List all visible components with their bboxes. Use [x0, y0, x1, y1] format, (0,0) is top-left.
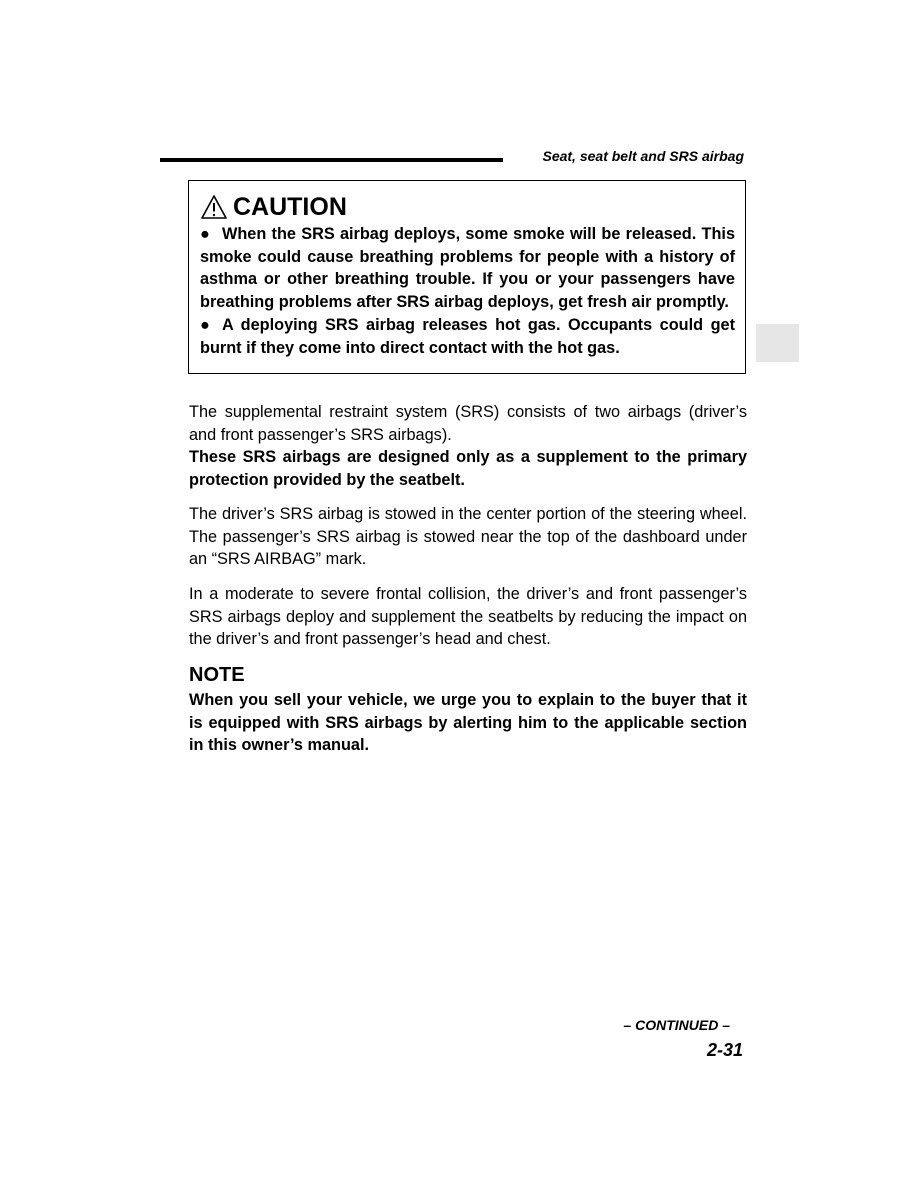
stowage-section: [189, 503, 747, 571]
note-section: [189, 663, 747, 757]
bullet-dot: ●: [200, 225, 210, 243]
stowage-paragraph: The driver’s SRS airbag is stowed in the center portion of the steering wheel. The passenger’s SRS airbag is stowed near the top of the dashboard under an “SRS AIRBAG” mark.: [189, 505, 747, 569]
collision-section: [189, 583, 747, 651]
bullet-dot: ●: [200, 315, 210, 334]
warning-triangle-icon: [200, 194, 228, 220]
collision-paragraph: In a moderate to severe frontal collision, the driver’s and front passenger’s SRS airbags deploy and supplement the seatbelts by reducing the impact on the driver’s and front passenger’s head and chest.: [189, 585, 747, 649]
caution-bullet: [200, 314, 735, 359]
note-text: When you sell your vehicle, we urge you to explain to the buyer that it is equipped with SRS airbags by alerting him to the applicable section in this owner’s manual.: [189, 691, 747, 755]
section-title: Seat, seat belt and SRS airbag: [542, 148, 744, 164]
page-number: 2-31: [706, 1040, 743, 1060]
caution-heading: [200, 192, 735, 221]
intro-section: [189, 401, 747, 492]
caution-bullet-text: When the SRS airbag deploys, some smoke will be released. This smoke could cause breathing problems for people with a history of asthma or other breathing trouble. If you or your passengers have breathing problems after SRS airbag deploys, get fresh air promptly.: [200, 225, 735, 312]
continued-label: – CONTINUED –: [623, 1017, 730, 1033]
intro-paragraph: The supplemental restraint system (SRS) consists of two airbags (driver’s and front passenger’s SRS airbags).: [189, 403, 747, 444]
caution-title: CAUTION: [233, 192, 347, 221]
caution-bullet-text: A deploying SRS airbag releases hot gas. Occupants could get burnt if they come into direct contact with the hot gas.: [200, 315, 735, 357]
caution-bullet: [200, 223, 735, 314]
intro-emphasis-paragraph: These SRS airbags are designed only as a supplement to the primary protection provided by the seatbelt.: [189, 448, 747, 490]
header-rule: [160, 158, 503, 162]
chapter-tab-marker: [756, 324, 799, 362]
note-title: NOTE: [189, 664, 245, 686]
caution-box: [188, 180, 746, 374]
